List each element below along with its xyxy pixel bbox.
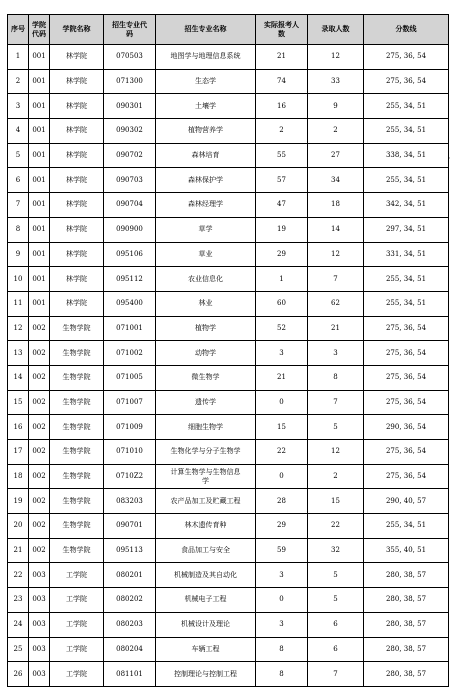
table-cell: 18 [8,464,29,489]
table-cell: 001 [29,69,50,94]
table-row [8,588,449,613]
table-cell: 002 [29,341,50,366]
column-header: 招生专业名称 [156,15,256,45]
table-cell: 16 [8,415,29,440]
table-cell: 9 [8,242,29,267]
table-cell: 11 [8,291,29,316]
table-cell: 275, 36, 54 [364,464,449,489]
table-cell: 机械制造及其自动化 [156,563,256,588]
document-page [7,14,449,687]
table-cell: 280, 38, 57 [364,563,449,588]
table-row [8,193,449,218]
table-cell: 林学院 [50,143,104,168]
table-cell: 59 [256,538,308,563]
table-cell: 74 [256,69,308,94]
table-cell: 297, 34, 51 [364,217,449,242]
table-row [8,69,449,94]
table-cell: 090703 [104,168,156,193]
table-cell: 森林经理学 [156,193,256,218]
table-cell: 47 [256,193,308,218]
table-cell: 22 [8,563,29,588]
table-cell: 275, 36, 54 [364,316,449,341]
table-cell: 微生物学 [156,365,256,390]
table-cell: 001 [29,143,50,168]
table-cell: 275, 36, 54 [364,440,449,465]
table-cell: 林学院 [50,267,104,292]
table-cell: 2 [308,119,364,144]
table-cell: 林学院 [50,193,104,218]
table-cell: 工学院 [50,637,104,662]
table-cell: 2 [256,119,308,144]
table-body [8,45,449,687]
table-cell: 植物营养学 [156,119,256,144]
table-cell: 控制理论与控制工程 [156,662,256,687]
table-cell: 林学院 [50,45,104,70]
table-cell: 8 [256,637,308,662]
table-header-row [8,15,449,45]
table-cell: 080203 [104,612,156,637]
table-cell: 3 [256,612,308,637]
table-cell: 14 [8,365,29,390]
table-cell: 280, 38, 57 [364,637,449,662]
table-cell: 生物学院 [50,316,104,341]
table-cell: 52 [256,316,308,341]
table-cell: 工学院 [50,588,104,613]
table-cell: 16 [256,94,308,119]
table-cell: 生物学院 [50,365,104,390]
table-cell: 动物学 [156,341,256,366]
table-cell: 002 [29,365,50,390]
table-cell: 23 [8,588,29,613]
table-cell: 280, 38, 57 [364,588,449,613]
table-cell: 10 [8,267,29,292]
table-cell: 3 [8,94,29,119]
table-cell: 090704 [104,193,156,218]
table-row [8,538,449,563]
table-cell: 001 [29,291,50,316]
table-row [8,291,449,316]
table-cell: 24 [8,612,29,637]
table-cell: 002 [29,440,50,465]
table-cell: 遗传学 [156,390,256,415]
table-cell: 生物学院 [50,464,104,489]
table-cell: 农产品加工及贮藏工程 [156,489,256,514]
table-row [8,242,449,267]
table-cell: 32 [308,538,364,563]
table-cell: 5 [308,415,364,440]
admission-table [7,14,449,687]
table-cell: 083203 [104,489,156,514]
table-cell: 林学院 [50,119,104,144]
table-cell: 071001 [104,316,156,341]
table-cell: 6 [8,168,29,193]
table-cell: 工学院 [50,563,104,588]
table-cell: 62 [308,291,364,316]
table-cell: 7 [308,267,364,292]
table-cell: 001 [29,45,50,70]
table-cell: 001 [29,242,50,267]
table-cell: 002 [29,415,50,440]
column-header: 序号 [8,15,29,45]
table-cell: 生物化学与分子生物学 [156,440,256,465]
table-cell: 14 [308,217,364,242]
table-cell: 3 [308,341,364,366]
table-row [8,662,449,687]
table-cell: 280, 38, 57 [364,612,449,637]
table-row [8,94,449,119]
table-cell: 草业 [156,242,256,267]
table-cell: 355, 40, 51 [364,538,449,563]
table-cell: 071300 [104,69,156,94]
table-cell: 255, 34, 51 [364,168,449,193]
table-cell: 255, 34, 51 [364,94,449,119]
table-cell: 工学院 [50,612,104,637]
edge-mark: ' [448,156,450,164]
table-cell: 275, 36, 54 [364,69,449,94]
table-cell: 12 [308,242,364,267]
table-cell: 60 [256,291,308,316]
table-cell: 生态学 [156,69,256,94]
table-cell: 1 [8,45,29,70]
table-row [8,168,449,193]
table-cell: 26 [8,662,29,687]
table-cell: 275, 36, 54 [364,45,449,70]
table-cell: 33 [308,69,364,94]
table-cell: 095106 [104,242,156,267]
table-cell: 农业信息化 [156,267,256,292]
table-cell: 001 [29,168,50,193]
table-cell: 071005 [104,365,156,390]
table-cell: 275, 36, 54 [364,341,449,366]
table-cell: 5 [8,143,29,168]
table-row [8,341,449,366]
table-cell: 001 [29,193,50,218]
table-cell: 17 [8,440,29,465]
table-cell: 34 [308,168,364,193]
table-cell: 8 [8,217,29,242]
column-header: 实际报考人 数 [256,15,308,45]
table-cell: 19 [8,489,29,514]
table-cell: 255, 34, 51 [364,267,449,292]
table-cell: 071007 [104,390,156,415]
column-header: 学院名称 [50,15,104,45]
table-cell: 001 [29,217,50,242]
table-cell: 林学院 [50,291,104,316]
table-cell: 090301 [104,94,156,119]
table-cell: 0 [256,464,308,489]
table-cell: 机械设计及理论 [156,612,256,637]
table-cell: 002 [29,514,50,539]
table-cell: 090900 [104,217,156,242]
table-cell: 331, 34, 51 [364,242,449,267]
table-cell: 15 [308,489,364,514]
table-cell: 003 [29,637,50,662]
table-cell: 28 [256,489,308,514]
table-cell: 7 [308,662,364,687]
table-cell: 22 [308,514,364,539]
table-cell: 090302 [104,119,156,144]
table-row [8,316,449,341]
table-cell: 080202 [104,588,156,613]
table-cell: 27 [308,143,364,168]
table-cell: 林学院 [50,94,104,119]
table-cell: 18 [308,193,364,218]
table-cell: 090702 [104,143,156,168]
table-cell: 095112 [104,267,156,292]
table-cell: 林学院 [50,168,104,193]
table-cell: 001 [29,267,50,292]
table-cell: 5 [308,588,364,613]
table-cell: 植物学 [156,316,256,341]
table-cell: 林学院 [50,242,104,267]
table-cell: 002 [29,489,50,514]
table-cell: 003 [29,563,50,588]
table-cell: 21 [308,316,364,341]
table-cell: 生物学院 [50,341,104,366]
table-cell: 森林培育 [156,143,256,168]
table-cell: 002 [29,316,50,341]
table-cell: 29 [256,242,308,267]
table-cell: 342, 34, 51 [364,193,449,218]
table-cell: 森林保护学 [156,168,256,193]
table-cell: 280, 38, 57 [364,662,449,687]
table-cell: 机械电子工程 [156,588,256,613]
table-cell: 290, 40, 57 [364,489,449,514]
table-cell: 15 [8,390,29,415]
table-cell: 细胞生物学 [156,415,256,440]
table-cell: 001 [29,119,50,144]
table-cell: 生物学院 [50,538,104,563]
table-cell: 林业 [156,291,256,316]
table-cell: 19 [256,217,308,242]
table-row [8,267,449,292]
table-cell: 0 [256,390,308,415]
table-row [8,489,449,514]
table-row [8,143,449,168]
table-cell: 8 [256,662,308,687]
table-cell: 002 [29,538,50,563]
table-cell: 095113 [104,538,156,563]
table-cell: 095400 [104,291,156,316]
table-cell: 4 [8,119,29,144]
table-cell: 8 [308,365,364,390]
table-cell: 土壤学 [156,94,256,119]
table-cell: 071010 [104,440,156,465]
table-cell: 003 [29,662,50,687]
table-cell: 070503 [104,45,156,70]
table-cell: 29 [256,514,308,539]
table-cell: 生物学院 [50,415,104,440]
table-cell: 55 [256,143,308,168]
table-cell: 生物学院 [50,440,104,465]
column-header: 录取人数 [308,15,364,45]
table-cell: 255, 34, 51 [364,291,449,316]
table-cell: 001 [29,94,50,119]
table-cell: 275, 36, 54 [364,390,449,415]
column-header: 学院 代码 [29,15,50,45]
table-row [8,612,449,637]
table-cell: 21 [8,538,29,563]
table-cell: 20 [8,514,29,539]
table-row [8,563,449,588]
table-cell: 林学院 [50,217,104,242]
table-cell: 21 [256,365,308,390]
table-cell: 338, 34, 51 [364,143,449,168]
table-cell: 002 [29,390,50,415]
table-cell: 25 [8,637,29,662]
table-row [8,217,449,242]
table-cell: 工学院 [50,662,104,687]
table-cell: 0 [256,588,308,613]
table-cell: 003 [29,588,50,613]
table-cell: 0710Z2 [104,464,156,489]
table-cell: 6 [308,612,364,637]
table-cell: 计算生物学与生物信息 学 [156,464,256,489]
table-cell: 080201 [104,563,156,588]
table-cell: 2 [8,69,29,94]
table-row [8,119,449,144]
table-row [8,464,449,489]
table-cell: 7 [308,390,364,415]
table-cell: 071002 [104,341,156,366]
table-cell: 081101 [104,662,156,687]
table-cell: 275, 36, 54 [364,365,449,390]
table-cell: 12 [8,316,29,341]
table-row [8,514,449,539]
table-cell: 地图学与地理信息系统 [156,45,256,70]
column-header: 招生专业代 码 [104,15,156,45]
table-cell: 3 [256,341,308,366]
table-cell: 090701 [104,514,156,539]
table-cell: 生物学院 [50,514,104,539]
table-cell: 12 [308,45,364,70]
table-cell: 1 [256,267,308,292]
table-cell: 255, 34, 51 [364,514,449,539]
table-cell: 7 [8,193,29,218]
table-cell: 22 [256,440,308,465]
table-cell: 12 [308,440,364,465]
table-cell: 林木遗传育种 [156,514,256,539]
table-cell: 生物学院 [50,390,104,415]
table-cell: 003 [29,612,50,637]
table-cell: 5 [308,563,364,588]
table-cell: 290, 36, 54 [364,415,449,440]
table-cell: 071009 [104,415,156,440]
table-cell: 车辆工程 [156,637,256,662]
table-row [8,390,449,415]
table-cell: 3 [256,563,308,588]
table-cell: 9 [308,94,364,119]
table-cell: 生物学院 [50,489,104,514]
table-row [8,45,449,70]
table-cell: 15 [256,415,308,440]
table-cell: 林学院 [50,69,104,94]
table-row [8,440,449,465]
table-cell: 002 [29,464,50,489]
table-cell: 57 [256,168,308,193]
table-row [8,365,449,390]
column-header: 分数线 [364,15,449,45]
table-cell: 2 [308,464,364,489]
table-cell: 13 [8,341,29,366]
table-row [8,637,449,662]
table-cell: 草学 [156,217,256,242]
table-cell: 食品加工与安全 [156,538,256,563]
table-row [8,415,449,440]
table-cell: 21 [256,45,308,70]
table-cell: 080204 [104,637,156,662]
table-cell: 6 [308,637,364,662]
table-cell: 255, 34, 51 [364,119,449,144]
